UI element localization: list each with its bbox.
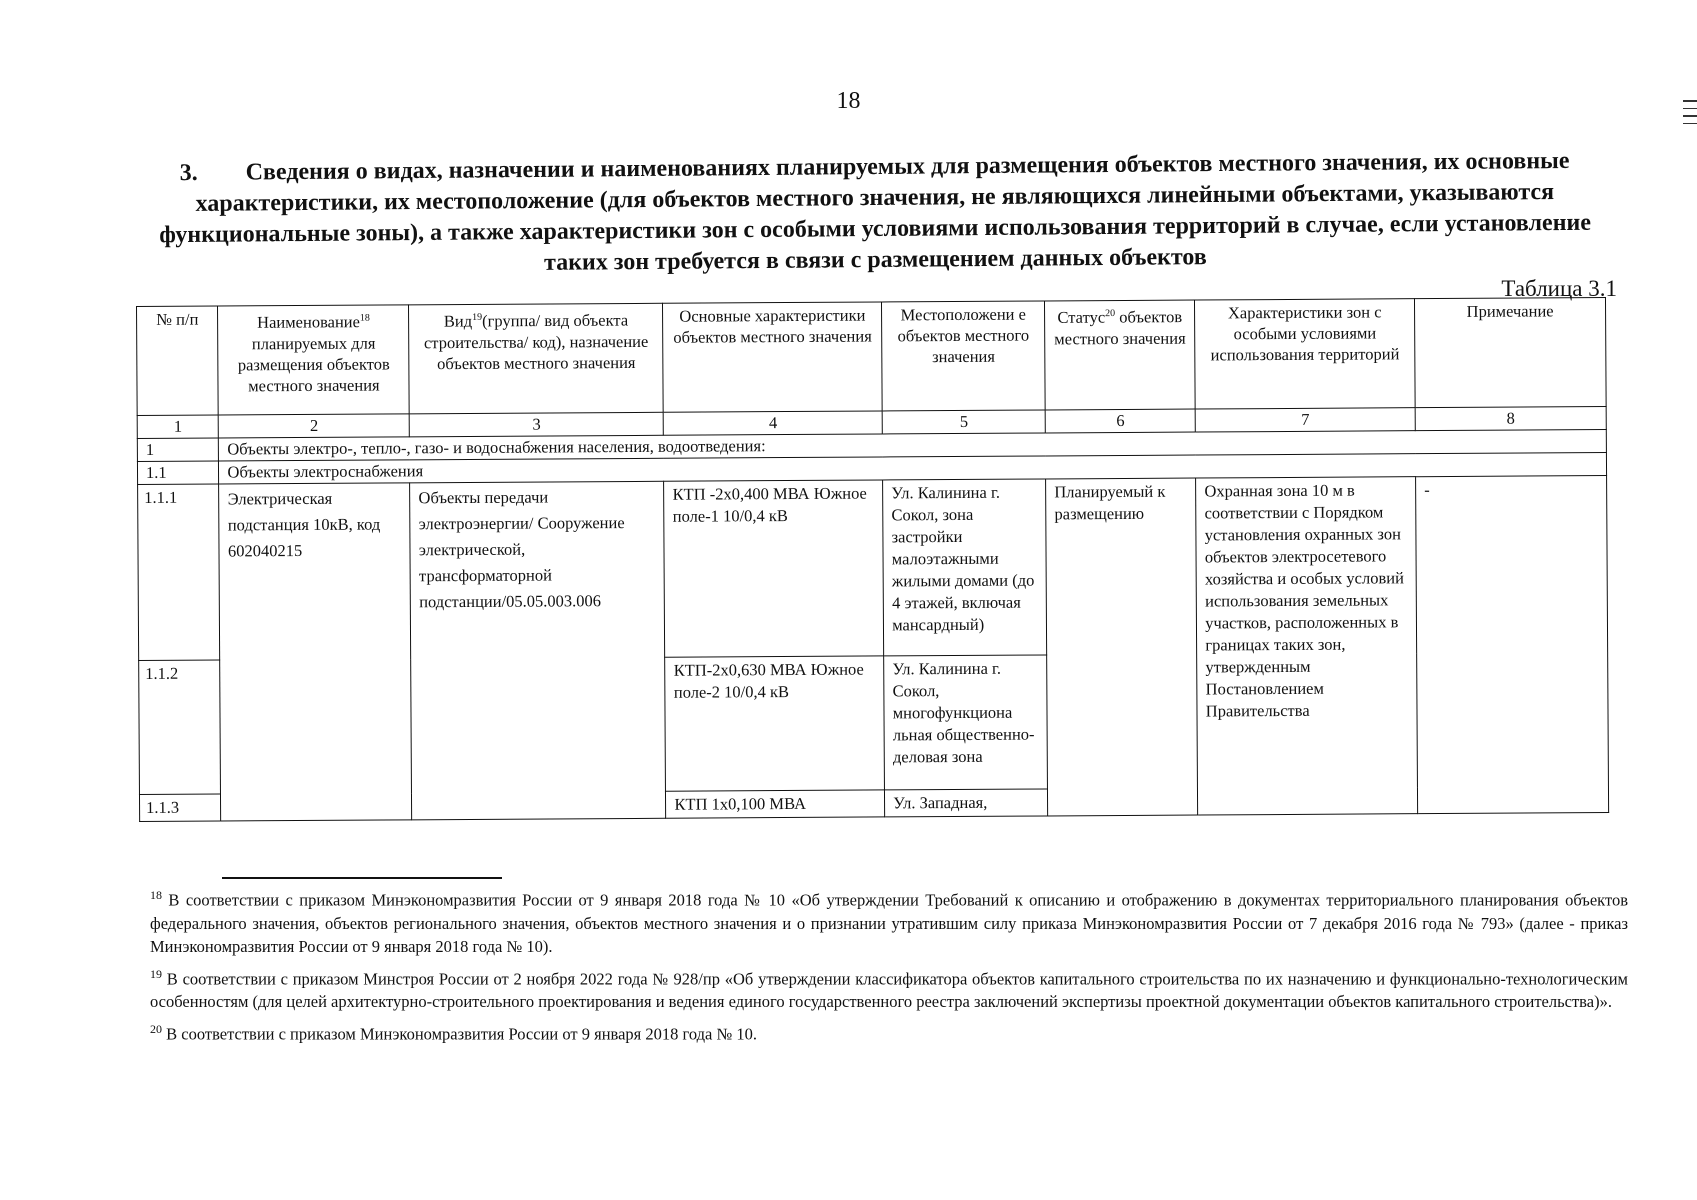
footnotes bbox=[150, 884, 1628, 1051]
object-location: Ул. Западная, bbox=[885, 789, 1048, 817]
table-row bbox=[138, 476, 1608, 661]
subsection-title: Объекты электроснабжения bbox=[219, 453, 1607, 484]
section-heading bbox=[149, 146, 1600, 283]
object-name: Электрическая подстанция 10кВ, код 602040215 bbox=[219, 483, 412, 821]
footnote: $^{20}$ В соответствии с приказом Минэкономразвития России от 9 января 2018 года № 10. bbox=[150, 1022, 757, 1044]
table-header-row bbox=[137, 298, 1607, 416]
section-title: Сведения о видах, назначении и наименованиях планируемых для размещения объектов местного значения, их основные характеристики, их местоположение (для объектов местного значения, не являющихся линейными объектами, указываются функциональные зоны), а также характеристики зон с особыми условиями использования территорий в случае, если установление таких зон требуется в связи с размещением данных объектов bbox=[159, 147, 1592, 276]
section-num: 1 bbox=[137, 438, 219, 461]
footnote-separator bbox=[222, 877, 502, 879]
row-num: 1.1.1 bbox=[138, 484, 221, 660]
object-kind: Объекты передачи электроэнергии/ Сооружение электрической, трансформаторной подстанции/05.05.003.006 bbox=[410, 481, 666, 820]
object-characteristics: КТП 1х0,100 МВА bbox=[666, 790, 885, 818]
row-num: 1.1.2 bbox=[139, 660, 221, 794]
header-zones: Характеристики зон с особыми условиями использования территорий bbox=[1195, 299, 1415, 409]
header-name: Наименование$^{18}$ планируемых для размещения объектов местного значения bbox=[218, 305, 410, 415]
subsection-num: 1.1 bbox=[137, 461, 219, 484]
objects-table bbox=[136, 297, 1609, 822]
column-number: 7 bbox=[1195, 408, 1415, 432]
column-number: 8 bbox=[1415, 407, 1606, 431]
footnote: $^{19}$ В соответствии с приказом Минстроя России от 2 ноября 2022 года № 928/пр «Об утверждении классификатора объектов капитального строительства по их назначению и функционально-технологическим особенностям (для целей архитектурно-строительного проектирования и ведения единого государственного реестра заключений экспертизы проектной документации объектов капитального строительства)». bbox=[150, 966, 1628, 1011]
zone-characteristics: Охранная зона 10 м в соответствии с Порядком установления охранных зон объектов электросетевого хозяйства и особых условий использования земельных участков, расположенных в границах таких зон, утвержденным Постановлением Правительства bbox=[1196, 477, 1418, 815]
column-number: 6 bbox=[1045, 409, 1195, 433]
column-number: 5 bbox=[882, 410, 1045, 434]
table-caption: Таблица 3.1 bbox=[1501, 276, 1617, 301]
column-number: 1 bbox=[137, 415, 219, 438]
section-title: Объекты электро-, тепло-, газо- и водоснабжения населения, водоотведения: bbox=[219, 430, 1607, 461]
header-status: Статус$^{20}$ объектов местного значения bbox=[1045, 300, 1196, 410]
column-number: 4 bbox=[664, 411, 883, 435]
header-kind: Вид$^{19}$(группа/ вид объекта строительства/ код), назначение объектов местного значения bbox=[409, 303, 664, 414]
header-num: № п/п bbox=[137, 306, 219, 415]
object-characteristics: КТП-2х0,630 МВА Южное поле-2 10/0,4 кВ bbox=[665, 656, 885, 791]
section-number: 3. bbox=[179, 159, 198, 187]
row-num: 1.1.3 bbox=[139, 794, 221, 821]
object-status: Планируемый к размещению bbox=[1046, 478, 1198, 816]
header-note: Примечание bbox=[1415, 298, 1607, 408]
object-location: Ул. Калинина г. Сокол, многофункциона льная общественно-деловая зона bbox=[884, 655, 1048, 790]
column-number: 2 bbox=[219, 414, 410, 438]
column-number: 3 bbox=[410, 412, 664, 437]
footnote: $^{18}$ В соответствии с приказом Минэкономразвития России от 9 января 2018 года № 10 «Об утверждении Требований к описанию и отображению в документах территориального планирования объектов федерального значения, объектов регионального значения, объектов местного значения и о признании утратившим силу приказа Минэкономразвития России от 7 декабря 2016 года № 793» (далее - приказ Минэкономразвития России от 9 января 2018 года № 10). bbox=[150, 888, 1628, 956]
margin-marks bbox=[1683, 100, 1697, 130]
object-characteristics: КТП -2х0,400 МВА Южное поле-1 10/0,4 кВ bbox=[664, 480, 884, 657]
object-location: Ул. Калинина г. Сокол, зона застройки малоэтажными жилыми домами (до 4 этажей, включая мансардный) bbox=[883, 479, 1047, 656]
object-note: - bbox=[1416, 476, 1609, 814]
header-characteristics: Основные характеристики объектов местного значения bbox=[663, 302, 882, 412]
header-location: Местоположени е объектов местного значения bbox=[882, 301, 1046, 411]
page-number: 18 bbox=[836, 88, 861, 114]
